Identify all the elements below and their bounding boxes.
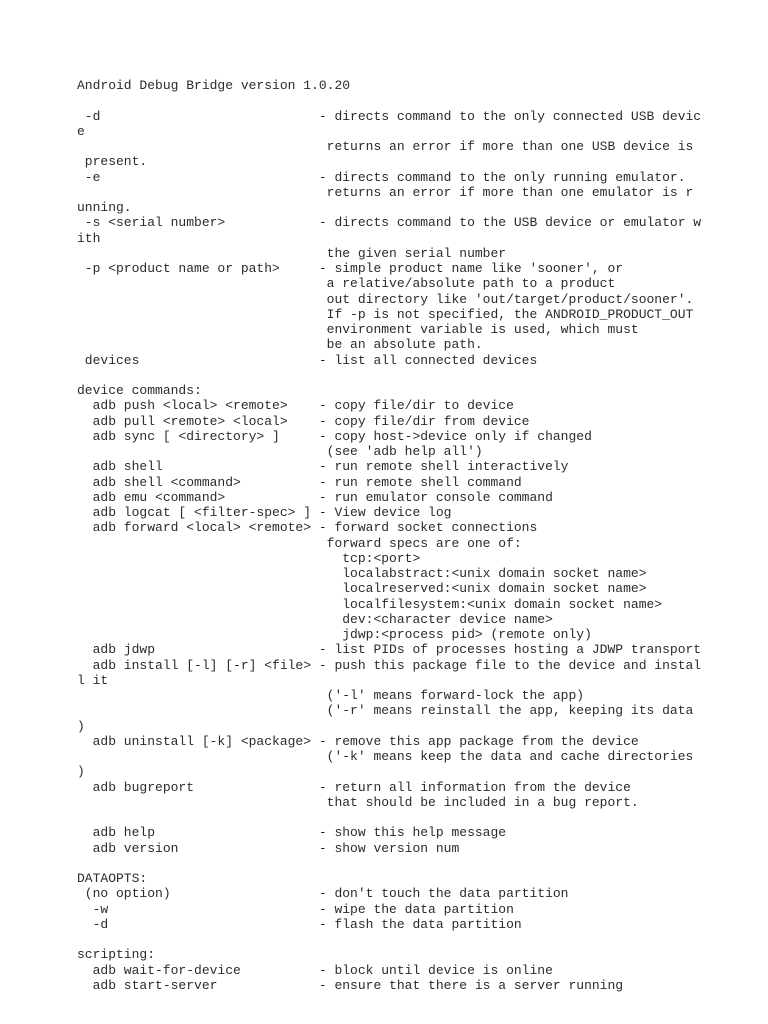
text-line: (no option) - don't touch the data partition [77, 886, 569, 902]
text-line: ith [77, 230, 101, 246]
text-line: out directory like 'out/target/product/sooner'. [77, 291, 694, 307]
text-line: adb push <local> <remote> - copy file/dir to device [77, 398, 514, 414]
text-line [77, 856, 737, 871]
section-heading: DATAOPTS: [77, 871, 148, 886]
text-line: devices - list all connected devices [77, 352, 538, 368]
text-line: ('-l' means forward-lock the app) [77, 688, 585, 703]
section-heading: device commands: [77, 383, 202, 398]
text-line: ) [77, 764, 85, 780]
text-line [77, 93, 737, 108]
text-line: -s <serial number> - directs command to the USB device or emulator w [77, 215, 702, 231]
text-line: tcp:<port> [77, 550, 421, 566]
text-line: returns an error if more than one USB device is [77, 139, 694, 154]
text-line: be an absolute path. [77, 337, 483, 353]
text-line: a relative/absolute path to a product [77, 276, 616, 292]
text-line: localabstract:<unix domain socket name> [77, 566, 647, 581]
text-line: e [77, 123, 85, 139]
text-line: environment variable is used, which must [77, 322, 639, 337]
text-line: that should be included in a bug report. [77, 794, 639, 810]
text-line: unning. [77, 200, 132, 215]
text-line: adb shell <command> - run remote shell command [77, 474, 522, 490]
text-line: adb start-server - ensure that there is a server running [77, 977, 624, 993]
text-line: -d - directs command to the only connected USB devic [77, 108, 702, 124]
adb-help-text [77, 78, 737, 993]
text-line [77, 932, 737, 947]
text-line: (see 'adb help all') [77, 444, 483, 459]
text-line: dev:<character device name> [77, 611, 553, 627]
text-line: adb forward <local> <remote> - forward socket connections [77, 520, 538, 536]
document-title: Android Debug Bridge version 1.0.20 [77, 78, 351, 93]
text-line [77, 810, 737, 825]
section-heading: scripting: [77, 947, 156, 963]
text-line: ) [77, 718, 85, 734]
text-line: adb shell - run remote shell interactively [77, 459, 569, 475]
text-line: -p <product name or path> - simple product name like 'sooner', or [77, 261, 624, 276]
text-line: adb jdwp - list PIDs of processes hosting a JDWP transport [77, 642, 702, 658]
text-line: returns an error if more than one emulator is r [77, 184, 694, 200]
text-line: adb emu <command> - run emulator console command [77, 489, 553, 505]
text-line: l it [77, 672, 109, 688]
text-line: -e - directs command to the only running emulator. [77, 169, 686, 185]
text-line: -d - flash the data partition [77, 916, 522, 932]
text-line: adb sync [ <directory> ] - copy host->device only if changed [77, 428, 592, 444]
text-line: adb pull <remote> <local> - copy file/dir from device [77, 413, 530, 429]
text-line: adb bugreport - return all information from the device [77, 779, 631, 795]
text-line: adb version - show version num [77, 840, 460, 856]
text-line: localreserved:<unix domain socket name> [77, 581, 647, 597]
text-line: adb logcat [ <filter-spec> ] - View device log [77, 505, 452, 520]
text-line: jdwp:<process pid> (remote only) [77, 627, 592, 642]
text-line: the given serial number [77, 245, 507, 261]
text-line: adb help - show this help message [77, 825, 507, 841]
text-line: adb wait-for-device - block until device is online [77, 962, 553, 978]
text-line: adb uninstall [-k] <package> - remove this app package from the device [77, 733, 639, 749]
text-line [77, 368, 737, 383]
text-line: ('-r' means reinstall the app, keeping its data [77, 703, 694, 719]
text-line: -w - wipe the data partition [77, 901, 514, 917]
text-line: localfilesystem:<unix domain socket name> [77, 596, 663, 612]
text-line: ('-k' means keep the data and cache directories [77, 749, 694, 764]
text-line: If -p is not specified, the ANDROID_PRODUCT_OUT [77, 306, 694, 322]
text-line: forward specs are one of: [77, 535, 522, 551]
text-line: adb install [-l] [-r] <file> - push this package file to the device and instal [77, 657, 702, 673]
text-line: present. [77, 154, 148, 170]
